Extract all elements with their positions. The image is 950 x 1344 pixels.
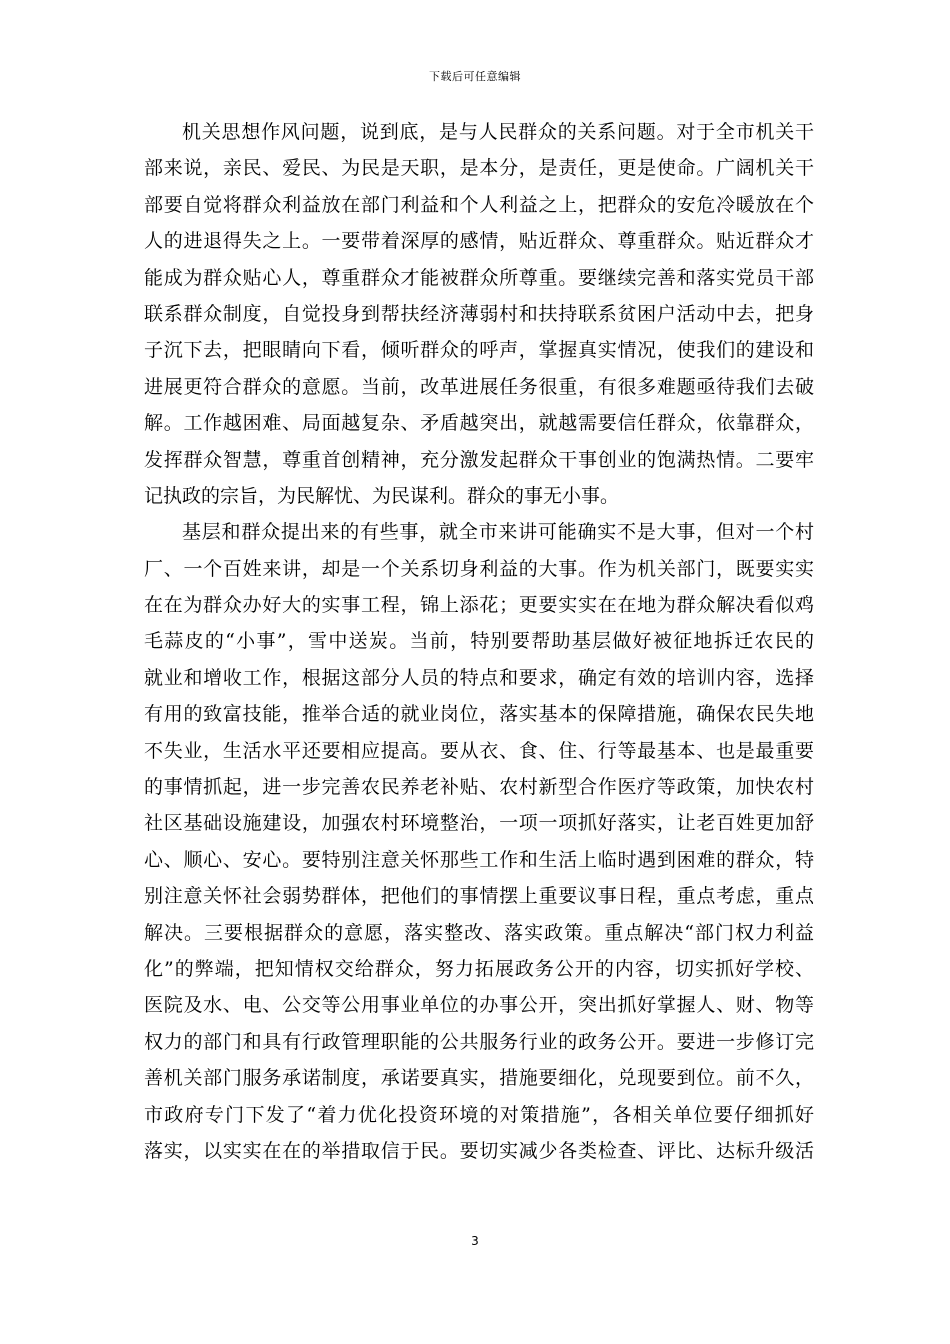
text-line: 医院及水、电、公交等公用事业单位的办事公开，突出抓好掌握人、财、物等: [144, 994, 814, 1017]
text-line: 厂、一个百姓来讲，却是一个关系切身利益的大事。作为机关部门，既要实实: [144, 557, 814, 580]
text-line: 权力的部门和具有行政管理职能的公共服务行业的政务公开。要进一步修订完: [144, 1030, 814, 1053]
page-header: 下载后可任意编辑: [429, 70, 521, 83]
text-line: 在在为群众办好大的实事工程，锦上添花；更要实实在在地为群众解决看似鸡: [144, 594, 814, 617]
text-line: 不失业，生活水平还要相应提高。要从衣、食、住、行等最基本、也是最重要: [144, 739, 814, 762]
text-line: 联系群众制度，自觉投身到帮扶经济薄弱村和扶持联系贫困户活动中去，把身: [144, 302, 814, 325]
text-line: 解。工作越困难、局面越复杂、矛盾越突出，就越需要信任群众，依靠群众，: [144, 412, 814, 435]
text-line: 能成为群众贴心人，尊重群众才能被群众所尊重。要继续完善和落实党员干部: [144, 266, 814, 289]
text-line: 部来说，亲民、爱民、为民是天职，是本分，是责任，更是使命。广阔机关干: [144, 157, 814, 180]
text-line: 部要自觉将群众利益放在部门利益和个人利益之上，把群众的安危冷暖放在个: [144, 193, 814, 216]
text-line: 解决。三要根据群众的意愿，落实整改、落实政策。重点解决“部门权力利益: [144, 921, 814, 944]
text-line: 就业和增收工作，根据这部分人员的特点和要求，确定有效的培训内容，选择: [144, 666, 814, 689]
text-line: 机关思想作风问题，说到底，是与人民群众的关系问题。对于全市机关干: [182, 121, 814, 143]
text-line: 基层和群众提出来的有些事，就全市来讲可能确实不是大事，但对一个村: [182, 521, 814, 544]
document-body: [144, 114, 814, 1169]
text-line: 别注意关怀社会弱势群体，把他们的事情摆上重要议事日程，重点考虑，重点: [144, 885, 814, 908]
text-line: 进展更符合群众的意愿。当前，改革进展任务很重，有很多难题亟待我们去破: [144, 375, 814, 398]
text-line: 记执政的宗旨，为民解忧、为民谋利。群众的事无小事。: [144, 484, 620, 507]
text-line: 心、顺心、安心。要特别注意关怀那些工作和生活上临时遇到困难的群众，特: [144, 848, 814, 871]
text-line: 善机关部门服务承诺制度，承诺要真实，措施要细化，兑现要到位。前不久，: [144, 1067, 814, 1090]
text-line: 毛蒜皮的“小事”，雪中送炭。当前，特别要帮助基层做好被征地拆迁农民的: [144, 630, 814, 653]
text-line: 落实，以实实在在的举措取信于民。要切实减少各类检查、评比、达标升级活: [144, 1139, 814, 1162]
text-line: 化”的弊端，把知情权交给群众，努力拓展政务公开的内容，切实抓好学校、: [144, 957, 814, 980]
text-line: 的事情抓起，进一步完善农民养老补贴、农村新型合作医疗等政策，加快农村: [144, 776, 814, 799]
page-number: 3: [471, 1234, 479, 1248]
text-line: 有用的致富技能，推举合适的就业岗位，落实基本的保障措施，确保农民失地: [144, 703, 814, 726]
text-line: 人的进退得失之上。一要带着深厚的感情，贴近群众、尊重群众。贴近群众才: [144, 230, 814, 253]
text-line: 社区基础设施建设，加强农村环境整治，一项一项抓好落实，让老百姓更加舒: [144, 812, 814, 835]
text-line: 子沉下去，把眼睛向下看，倾听群众的呼声，掌握真实情况，使我们的建设和: [144, 339, 814, 362]
text-line: 发挥群众智慧，尊重首创精神，充分激发起群众干事创业的饱满热情。二要牢: [144, 448, 814, 471]
text-line: 市政府专门下发了“着力优化投资环境的对策措施”，各相关单位要仔细抓好: [144, 1103, 814, 1126]
